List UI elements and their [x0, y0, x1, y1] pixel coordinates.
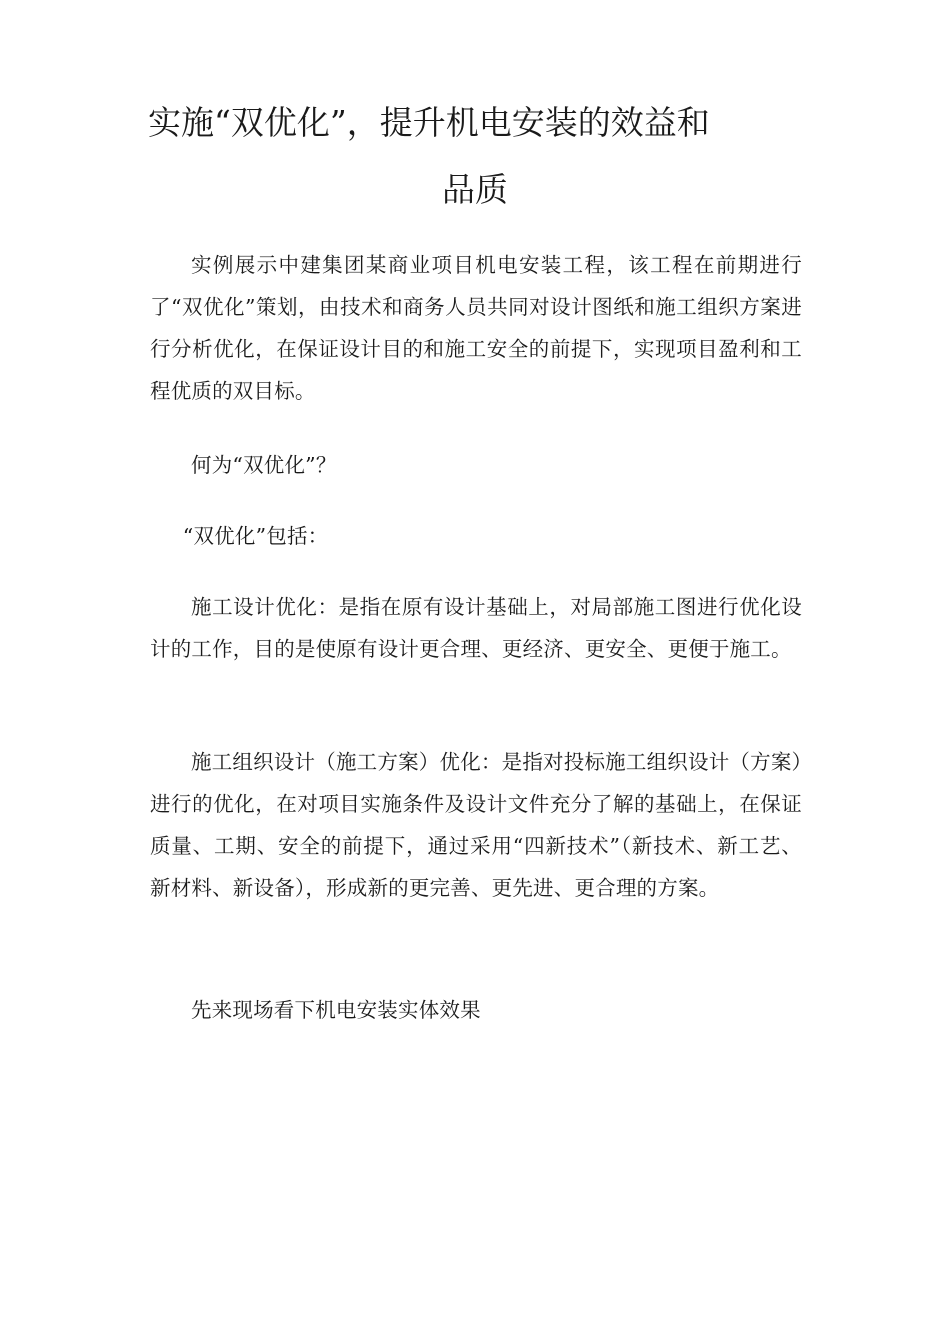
paragraph-construction-plan-optimization: 施工组织设计（施工方案）优化：是指对投标施工组织设计（方案）进行的优化，在对项目实施条件及设计文件充分了解的基础上，在保证质量、工期、安全的前提下，通过采用“四新技术”（新技术、新工艺、新材料、新设备），形成新的更完善、更先进、更合理的方案。 — [150, 750, 802, 900]
paragraph-includes: “双优化”包括： — [182, 524, 329, 548]
paragraph-question: 何为“双优化”？ — [191, 453, 337, 477]
paragraph-intro: 实例展示中建集团某商业项目机电安装工程，该工程在前期进行了“双优化”策划，由技术和商务人员共同对设计图纸和施工组织方案进行分析优化，在保证设计目的和施工安全的前提下，实现项目盈利和工程优质的双目标。 — [150, 253, 802, 403]
document-title-line-1: 实施“双优化”，提升机电安装的效益和 — [148, 103, 710, 142]
document-title-line-2: 品质 — [442, 170, 508, 209]
paragraph-design-optimization: 施工设计优化：是指在原有设计基础上，对局部施工图进行优化设计的工作，目的是使原有设计更合理、更经济、更安全、更便于施工。 — [150, 595, 802, 661]
paragraph-site-effect: 先来现场看下机电安装实体效果 — [191, 998, 481, 1022]
